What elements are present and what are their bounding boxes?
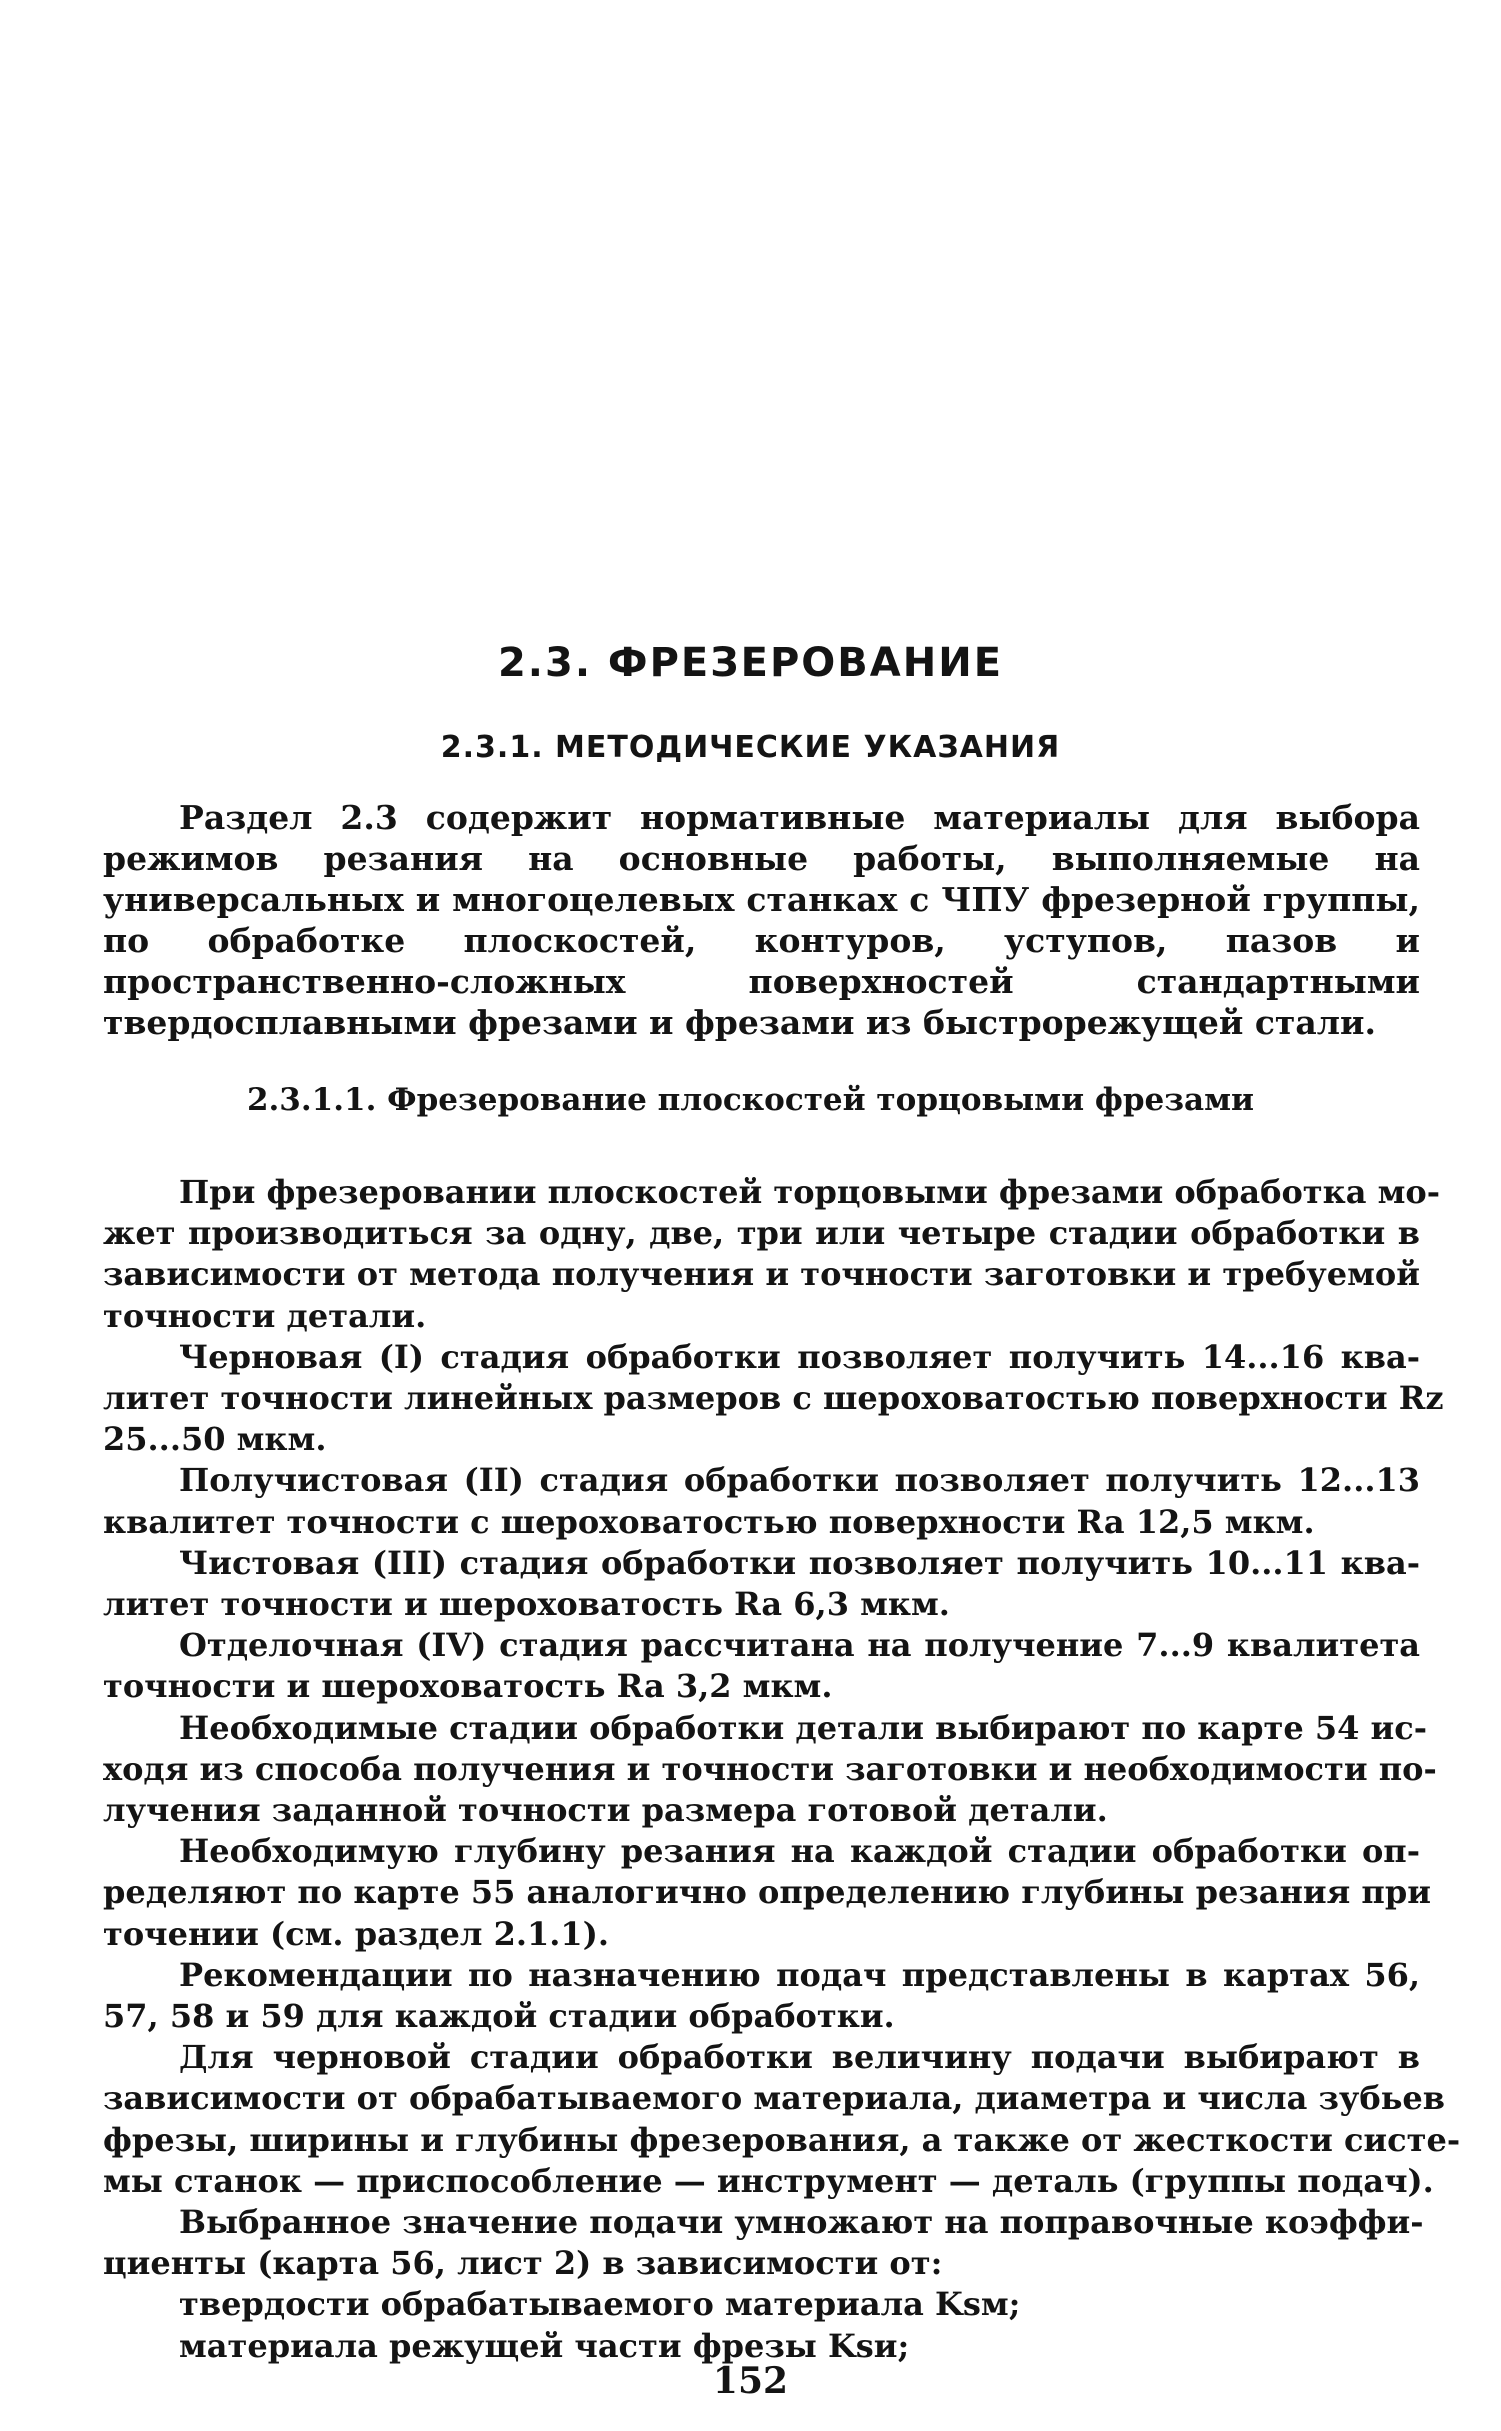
intro-block: [103, 797, 1420, 1043]
text-line: Отделочная (IV) стадия рассчитана на получение 7...9 квалитета: [179, 1626, 1420, 1665]
text-line: жет производиться за одну, две, три или четыре стадии обработки в: [103, 1214, 1420, 1253]
text-line: мы станок — приспособление — инструмент — деталь (группы подач).: [103, 2161, 1434, 2200]
subsubsection-title: 2.3.1.1. Фрезерование плоскостей торцовыми фрезами: [246, 1082, 1255, 1118]
text-line: зависимости от обрабатываемого материала, диаметра и числа зубьев: [103, 2079, 1446, 2118]
text-line: литет точности и шероховатость Ra 6,3 мкм.: [103, 1585, 950, 1624]
text-line: Выбранное значение подачи умножают на поправочные коэффи-: [179, 2203, 1424, 2242]
body-text: [103, 1172, 1461, 2367]
text-line: твердости обрабатываемого материала Ksм;: [179, 2285, 1021, 2324]
text-line: Необходимую глубину резания на каждой стадии обработки оп-: [179, 1832, 1420, 1871]
text-line: ределяют по карте 55 аналогично определению глубины резания при: [103, 1873, 1431, 1912]
text-line: Черновая (I) стадия обработки позволяет получить 14...16 ква-: [179, 1337, 1420, 1376]
text-line: Для черновой стадии обработки величину подачи выбирают в: [179, 2038, 1420, 2077]
text-line: Необходимые стадии обработки детали выбирают по карте 54 ис-: [179, 1708, 1428, 1747]
text-line: 57, 58 и 59 для каждой стадии обработки.: [103, 1997, 895, 2036]
text-line: 25...50 мкм.: [103, 1420, 327, 1459]
text-line: зависимости от метода получения и точности заготовки и требуемой: [103, 1255, 1420, 1294]
text-line: точности и шероховатость Ra 3,2 мкм.: [103, 1667, 833, 1706]
text-line: квалитет точности с шероховатостью поверхности Ra 12,5 мкм.: [103, 1502, 1315, 1541]
text-line: лучения заданной точности размера готовой детали.: [103, 1791, 1108, 1830]
subsection-title: 2.3.1. МЕТОДИЧЕСКИЕ УКАЗАНИЯ: [440, 730, 1061, 765]
text-line: точности детали.: [103, 1296, 427, 1335]
section-title: 2.3. ФРЕЗЕРОВАНИЕ: [497, 640, 1004, 686]
text-line: литет точности линейных размеров с шероховатостью поверхности Rz: [103, 1379, 1444, 1418]
text-line: При фрезеровании плоскостей торцовыми фрезами обработка мо-: [179, 1173, 1441, 1211]
text-line: Рекомендации по назначению подач представлены в картах 56,: [179, 1955, 1420, 1994]
text-line: точении (см. раздел 2.1.1).: [103, 1914, 609, 1953]
page-number: 152: [712, 2360, 789, 2402]
text-line: Получистовая (II) стадия обработки позволяет получить 12...13: [179, 1461, 1420, 1500]
text-line: циенты (карта 56, лист 2) в зависимости от:: [103, 2244, 943, 2283]
text-line: материала режущей части фрезы Ksи;: [179, 2326, 910, 2365]
intro-paragraph: Раздел 2.3 содержит нормативные материалы для выбора режимов резания на основные работы, выполняемые на универсальных и многоцелевых станках с ЧПУ фрезерной группы, по обработке плоскостей, контуров, уступов, пазов и пространственно-сложных поверхностей стандартными твердосплавными фрезами и фрезами из быстрорежущей стали.: [103, 798, 1420, 1042]
text-line: ходя из способа получения и точности заготовки и необходимости по-: [103, 1749, 1437, 1788]
text-line: Чистовая (III) стадия обработки позволяет получить 10...11 ква-: [179, 1543, 1420, 1582]
text-line: фрезы, ширины и глубины фрезерования, а также от жесткости систе-: [103, 2120, 1461, 2159]
